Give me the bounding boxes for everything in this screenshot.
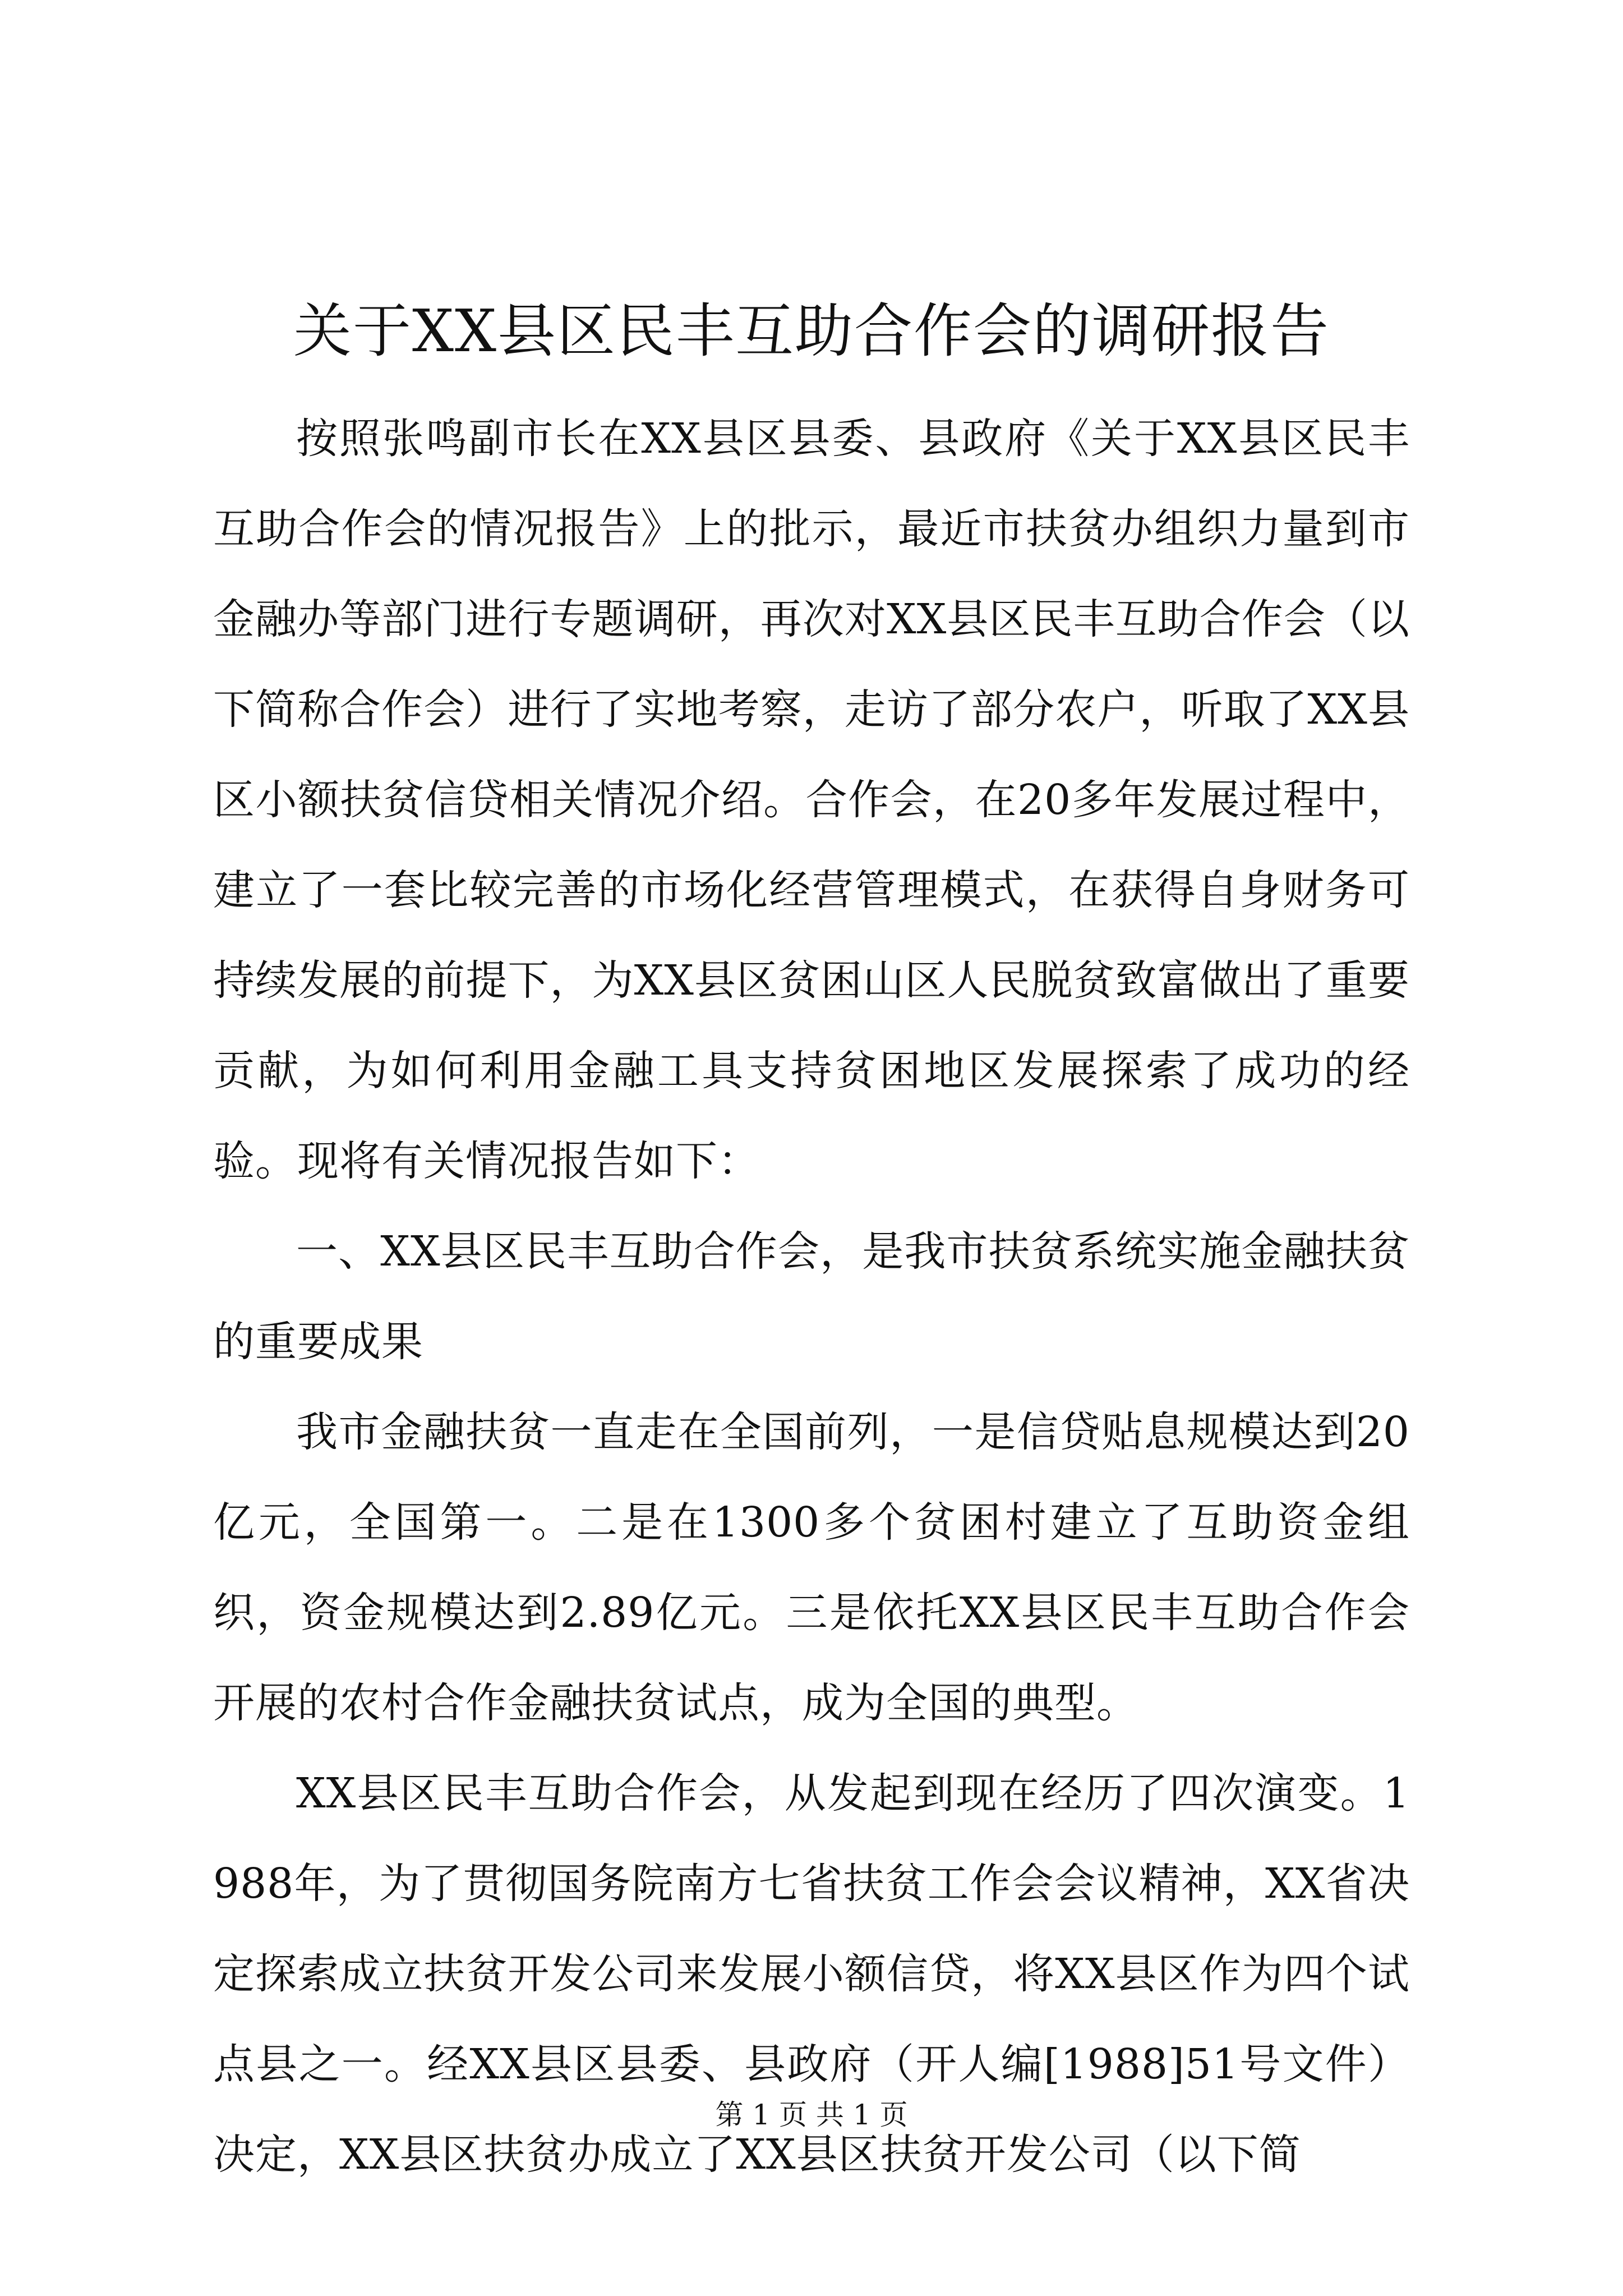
paragraph-financial-poverty-relief: 我市金融扶贫一直走在全国前列，一是信贷贴息规模达到20亿元，全国第一。二是在1300多个贫困村建立了互助资金组织，资金规模达到2.89亿元。三是依托XX县区民丰互助合作会开展的农村合作金融扶贫试点，成为全国的典型。 [213,1408,1410,1727]
section-heading-1: 一、XX县区民丰互助合作会，是我市扶贫系统实施金融扶贫的重要成果 [213,1227,1410,1366]
paragraph-intro: 按照张鸣副市长在XX县区县委、县政府《关于XX县区民丰互助合作会的情况报告》上的批示，最近市扶贫办组织力量到市金融办等部门进行专题调研，再次对XX县区民丰互助合作会（以下简称合作会）进行了实地考察，走访了部分农户，听取了XX县区小额扶贫信贷相关情况介绍。合作会，在20多年发展过程中，建立了一套比较完善的市场化经营管理模式，在获得自身财务可持续发展的前提下，为XX县区贫困山区人民脱贫致富做出了重要贡献，为如何利用金融工具支持贫困地区发展探索了成功的经验。现将有关情况报告如下： [213,415,1410,1185]
document-body [213,394,1410,2200]
paragraph-history: XX县区民丰互助合作会，从发起到现在经历了四次演变。1988年，为了贯彻国务院南方七省扶贫工作会会议精神，XX省决定探索成立扶贫开发公司来发展小额信贷，将XX县区作为四个试点县之一。经XX县区县委、县政府（开人编[1988]51号文件）决定，XX县区扶贫办成立了XX县区扶贫开发公司（以下简 [213,1769,1410,2179]
page-footer: 第 1 页 共 1 页 [715,2099,908,2131]
document-title: 关于XX县区民丰互助合作会的调研报告 [293,297,1330,365]
